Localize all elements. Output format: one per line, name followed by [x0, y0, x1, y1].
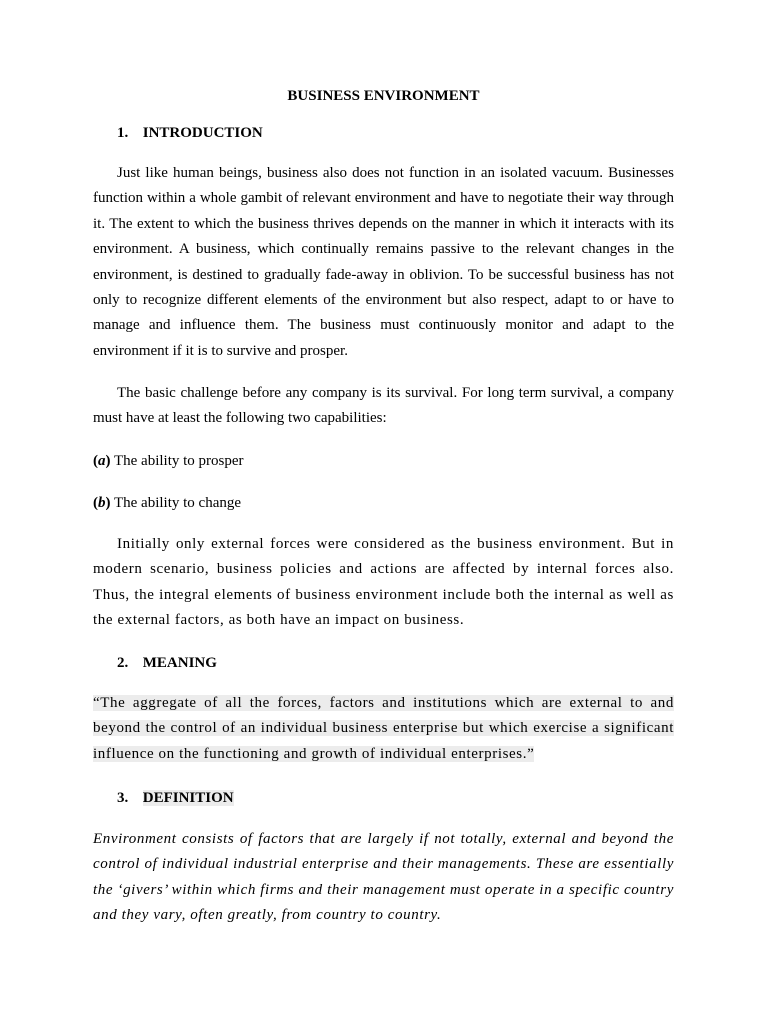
- list-item-a: [93, 452, 244, 470]
- section-title: INTRODUCTION: [142, 125, 263, 141]
- page-title: BUSINESS ENVIRONMENT: [287, 88, 480, 104]
- section-heading-meaning: [117, 654, 217, 672]
- section-heading-definition: [117, 789, 234, 807]
- section-title: DEFINITION: [142, 790, 234, 806]
- list-item-b: [93, 494, 241, 512]
- list-marker: (b): [93, 495, 111, 511]
- section-title: MEANING: [142, 655, 217, 671]
- list-item-text: The ability to prosper: [113, 453, 244, 469]
- section-number: 3.: [117, 790, 129, 806]
- definition-text: Environment consists of factors that are largely if not totally, external and beyond the control of individual industrial enterprise and their managements. These are essentially the ‘givers’ within which firms and their management must operate in a specific country and they vary, often greatly, from country to country.: [93, 831, 674, 924]
- highlighted-quote-text: “The aggregate of all the forces, factors and institutions which are external to and beyond the control of an individual business enterprise but which exercise a significant influence on the functioning and growth of individual enterprises.”: [93, 695, 674, 762]
- list-marker: (a): [93, 453, 111, 469]
- list-item-text: The ability to change: [113, 495, 242, 511]
- intro-paragraph-2: The basic challenge before any company is its survival. For long term survival, a company must have at least the following two capabilities:: [93, 385, 674, 427]
- section-heading-introduction: [117, 124, 263, 142]
- intro-paragraph-3: Initially only external forces were considered as the business environment. But in modern scenario, business policies and actions are affected by internal forces also. Thus, the integral elements of business environment include both the internal as well as the external factors, as both have an impact on business.: [93, 536, 674, 629]
- section-number: 1.: [117, 125, 129, 141]
- intro-paragraph-1: Just like human beings, business also does not function in an isolated vacuum. Businesses function within a whole gambit of relevant environment and have to negotiate their way through it. The extent to which the business thrives depends on the manner in which it interacts with its environment. A business, which continually remains passive to the relevant changes in the environment, is destined to gradually fade-away in oblivion. To be successful business has not only to recognize different elements of the environment but also respect, adapt to or have to manage and influence them. The business must continuously monitor and adapt to the environment if it is to survive and prosper.: [93, 165, 674, 359]
- meaning-quote: [93, 691, 674, 767]
- section-number: 2.: [117, 655, 129, 671]
